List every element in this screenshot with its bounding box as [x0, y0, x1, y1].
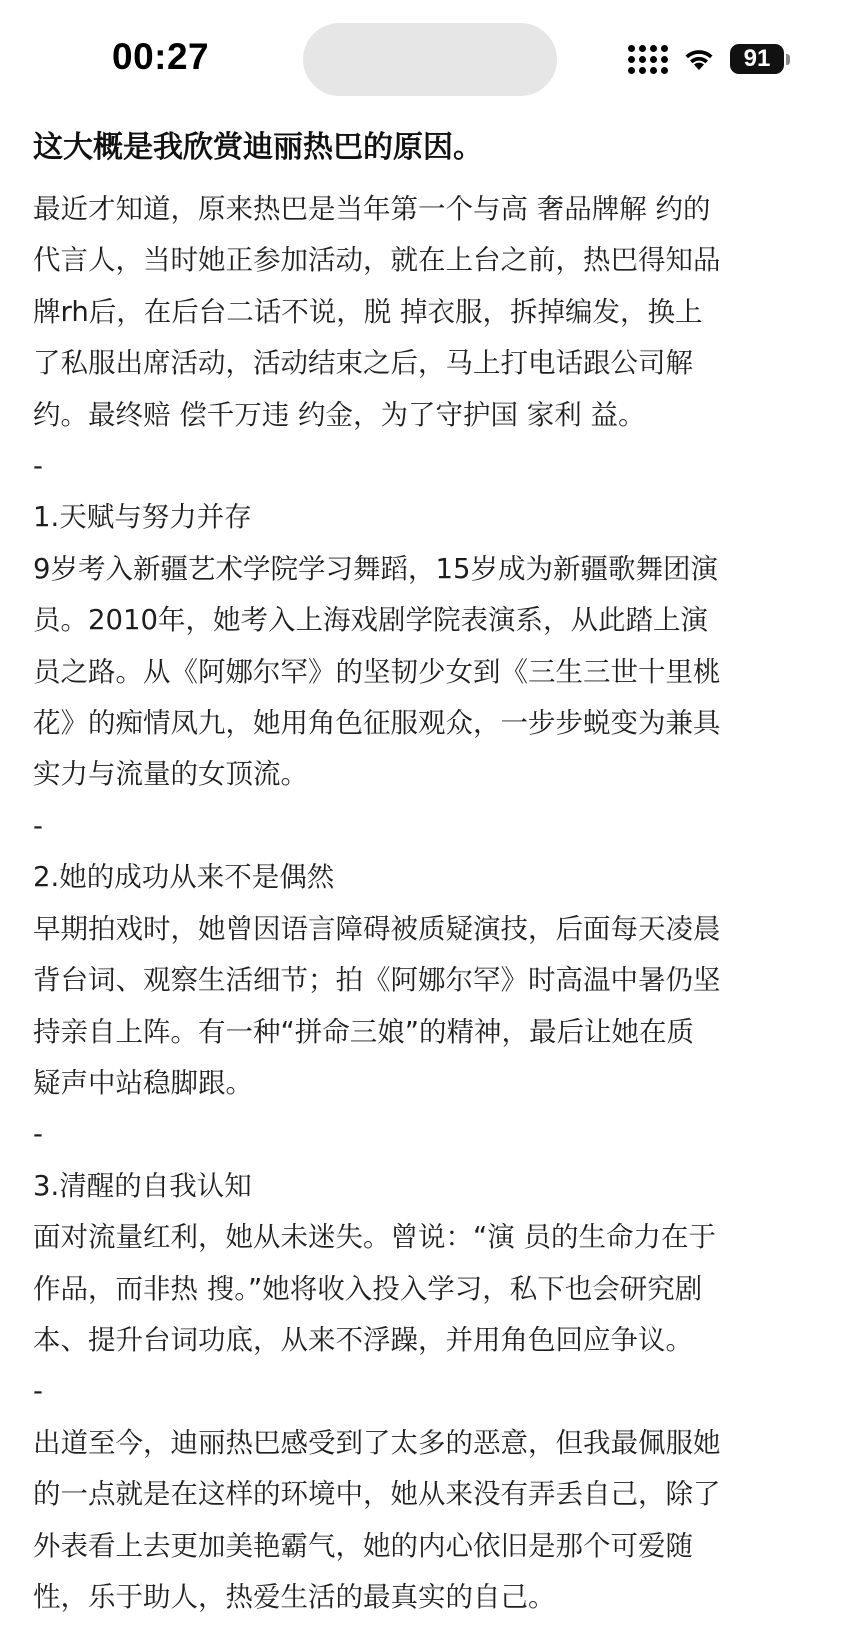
- text-line: 3.清醒的自我认知: [33, 1169, 252, 1202]
- text-line: 作品，而非热 搜。”她将收入投入学习，私下也会研究剧: [33, 1272, 703, 1305]
- text-line: 1.天赋与努力并存: [33, 501, 252, 534]
- dynamic-island: [303, 23, 557, 96]
- text-line: 2.她的成功从来不是偶然: [33, 861, 335, 894]
- status-time: 00:27: [112, 36, 210, 77]
- text-line: 员。2010年，她考入上海戏剧学院表演系，从此踏上演: [33, 604, 708, 637]
- battery-icon: [730, 44, 790, 74]
- wifi-icon: [682, 46, 716, 72]
- text-line: 早期拍戏时，她曾因语言障碍被质疑演技，后面每天凌晨: [33, 912, 721, 945]
- text-line: 持亲自上阵。有一种“拼命三娘”的精神，最后让她在质: [33, 1015, 694, 1048]
- article: [33, 124, 833, 1623]
- text-line: 的一点就是在这样的环境中，她从来没有弄丢自己，除了: [33, 1478, 721, 1511]
- text-line: 实力与流量的女顶流。: [33, 758, 308, 791]
- signal-icon: [628, 45, 668, 74]
- text-line: 约。最终赔 偿千万违 约金，为了守护国 家利 益。: [33, 398, 646, 431]
- text-line: 牌rh后，在后台二话不说，脱 掉衣服，拆掉编发，换上: [33, 295, 703, 328]
- status-bar: [0, 0, 860, 118]
- text-line: 本、提升台词功底，从来不浮躁，并用角色回应争议。: [33, 1323, 693, 1356]
- text-line: 代言人，当时她正参加活动，就在上台之前，热巴得知品: [33, 244, 721, 277]
- text-line: 背台词、观察生活细节；拍《阿娜尔罕》时高温中暑仍坚: [33, 964, 721, 997]
- section-divider: -: [33, 450, 43, 483]
- article-body: [33, 184, 833, 1623]
- text-line: 9岁考入新疆艺术学院学习舞蹈，15岁成为新疆歌舞团演: [33, 552, 718, 585]
- article-title: 这大概是我欣赏迪丽热巴的原因。: [33, 130, 483, 165]
- section-divider: -: [33, 1375, 43, 1408]
- text-line: 疑声中站稳脚跟。: [33, 1066, 253, 1099]
- status-icons: [628, 40, 790, 78]
- text-line: 了私服出席活动，活动结束之后，马上打电话跟公司解: [33, 347, 693, 380]
- text-line: 员之路。从《阿娜尔罕》的坚韧少女到《三生三世十里桃: [33, 655, 721, 688]
- text-line: 外表看上去更加美艳霸气，她的内心依旧是那个可爱随: [33, 1529, 693, 1562]
- section-divider: -: [33, 809, 43, 842]
- battery-level: 91: [730, 44, 784, 74]
- text-line: 性，乐于助人，热爱生活的最真实的自己。: [33, 1580, 556, 1613]
- text-line: 出道至今，迪丽热巴感受到了太多的恶意，但我最佩服她: [33, 1426, 721, 1459]
- section-divider: -: [33, 1118, 43, 1151]
- text-line: 花》的痴情凤九，她用角色征服观众，一步步蜕变为兼具: [33, 707, 721, 740]
- text-line: 最近才知道，原来热巴是当年第一个与高 奢品牌解 约的: [33, 193, 711, 225]
- text-line: 面对流量红利，她从未迷失。曾说：“演 员的生命力在于: [33, 1221, 716, 1254]
